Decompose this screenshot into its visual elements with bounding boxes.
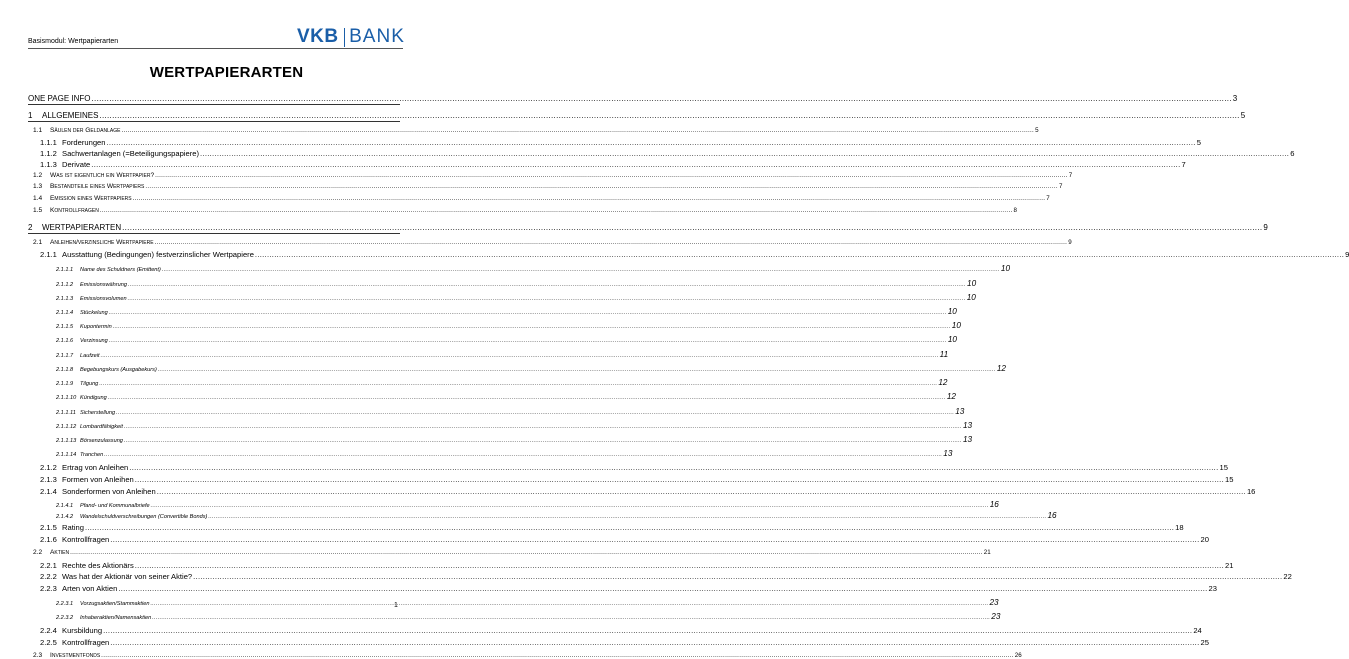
toc-entry-label	[28, 410, 115, 416]
toc-entry-label	[28, 438, 123, 444]
toc-leader-dots	[151, 503, 989, 509]
toc-entry-title: Inhaberaktien/Namensaktien	[80, 615, 152, 621]
toc-entry-label	[28, 239, 154, 246]
toc-entry[interactable]	[28, 264, 1011, 273]
toc-entry-number: 2.1.1.12	[56, 424, 77, 430]
toc-leader-dots	[122, 223, 1262, 232]
toc-entry[interactable]	[28, 407, 965, 416]
toc-entry-number: 2.2.4	[40, 626, 57, 635]
toc-entry-title: Emissionswährung	[80, 282, 127, 288]
toc-entry-label	[28, 652, 100, 659]
toc-leader-dots	[103, 626, 1192, 635]
toc-entry-title: Kontrollfragen	[50, 207, 99, 214]
toc-entry-page: 10	[967, 279, 977, 288]
toc-entry-label	[28, 638, 109, 647]
toc-entry-title: Was hat der Aktionär von seiner Aktie?	[62, 572, 193, 581]
toc-entry[interactable]	[28, 463, 1228, 472]
toc-entry-title: Sicherstellung	[80, 410, 116, 416]
toc-entry-title: Verzinsung	[80, 338, 108, 344]
toc-entry-number: 1.3	[33, 183, 43, 190]
toc-leader-dots	[152, 615, 990, 621]
toc-leader-dots	[150, 601, 988, 607]
toc-entry-label	[28, 94, 91, 103]
toc-leader-dots	[135, 561, 1224, 570]
toc-entry-title: Investmentfonds	[50, 652, 101, 659]
toc-entry-label	[28, 503, 150, 509]
toc-entry-title: Tilgung	[80, 381, 99, 387]
toc-entry-number: 2.1	[33, 239, 43, 246]
toc-entry-label	[28, 601, 149, 607]
chapter-underline	[28, 104, 400, 105]
toc-entry-page: 13	[962, 421, 973, 430]
toc-entry-title: Kontrollfragen	[62, 535, 110, 544]
toc-entry-page: 23	[991, 612, 1001, 621]
toc-entry-page: 8	[1013, 207, 1017, 214]
toc-entry-title: WERTPAPIERARTEN	[42, 223, 122, 232]
toc-entry[interactable]	[28, 293, 976, 302]
toc-entry-page: 10	[947, 307, 957, 316]
toc-entry-page: 6	[1290, 149, 1295, 158]
toc-entry-page: 24	[1193, 626, 1202, 635]
toc-entry-title: Tranchen	[80, 452, 104, 458]
toc-entry-page: 13	[962, 435, 973, 444]
toc-leader-dots	[133, 195, 1046, 202]
toc-entry-title: Anleihen/verzinsliche Wertpapiere	[50, 239, 154, 246]
toc-entry-number: 2.1.1.7	[56, 353, 74, 359]
toc-leader-dots	[155, 172, 1068, 179]
toc-entry-number: 2.1.1.6	[56, 338, 74, 344]
toc-entry[interactable]	[28, 500, 999, 509]
toc-leader-dots	[99, 381, 937, 387]
toc-entry-page: 26	[1014, 652, 1022, 659]
toc-leader-dots	[100, 207, 1013, 214]
toc-entry-page: 10	[947, 335, 957, 344]
logo-bank-text: BANK	[349, 26, 405, 47]
toc-leader-dots	[145, 183, 1058, 190]
toc-entry-label	[28, 572, 192, 581]
toc-entry-title: ALLGEMEINES	[42, 111, 99, 120]
toc-entry-label	[28, 381, 98, 387]
toc-entry[interactable]	[28, 584, 1217, 593]
toc-entry-number: 2.2.3	[40, 584, 57, 593]
toc-entry[interactable]	[28, 111, 1246, 120]
toc-entry-page: 23	[989, 598, 999, 607]
toc-leader-dots	[91, 160, 1180, 169]
toc-entry[interactable]	[28, 523, 1184, 532]
toc-entry-label	[28, 514, 207, 520]
toc-entry-title: Aktien	[50, 549, 70, 556]
toc-entry[interactable]	[28, 160, 1186, 169]
logo-vkb-text: VKB	[297, 26, 339, 47]
toc-leader-dots	[92, 94, 1232, 103]
toc-entry-label	[28, 127, 120, 134]
toc-entry[interactable]	[28, 172, 1073, 179]
toc-entry-page: 11	[939, 350, 949, 359]
toc-leader-dots	[110, 638, 1199, 647]
toc-entry-page: 12	[996, 364, 1006, 373]
toc-entry-page: 20	[1200, 535, 1209, 544]
toc-entry-title: Sonderformen von Anleihen	[62, 487, 156, 496]
toc-entry-label	[28, 338, 108, 344]
toc-leader-dots	[135, 475, 1224, 484]
toc-leader-dots	[162, 267, 1000, 273]
toc-entry-title: Bestandteile eines Wertpapiers	[50, 183, 145, 190]
toc-entry[interactable]	[28, 487, 1256, 496]
toc-entry-title: Ausstattung (Bedingungen) festverzinslicher Wertpapiere	[62, 250, 254, 259]
toc-leader-dots	[116, 410, 954, 416]
toc-entry-label	[28, 111, 98, 120]
toc-entry[interactable]	[28, 449, 953, 458]
toc-entry-page: 12	[938, 378, 948, 387]
toc-leader-dots	[108, 395, 946, 401]
toc-leader-dots	[208, 514, 1046, 520]
toc-entry-label	[28, 282, 127, 288]
toc-entry-label	[28, 561, 134, 570]
toc-entry-page: 5	[1240, 111, 1246, 120]
toc-entry-page: 7	[1046, 195, 1050, 202]
toc-entry[interactable]	[28, 149, 1295, 158]
toc-entry-number: 2.1.1.14	[56, 452, 77, 458]
toc-entry-label	[28, 324, 112, 330]
toc-entry[interactable]	[28, 321, 961, 330]
toc-entry-number: 2.1.1.13	[56, 438, 77, 444]
toc-entry-number: 1.2	[33, 172, 43, 179]
toc-leader-dots	[106, 138, 1195, 147]
toc-entry-page: 10	[951, 321, 961, 330]
toc-entry-page: 9	[1263, 223, 1268, 232]
toc-entry[interactable]	[28, 335, 957, 344]
toc-leader-dots	[101, 652, 1014, 659]
toc-entry-page: 3	[1232, 94, 1238, 103]
toc-entry-title: Laufzeit	[80, 353, 100, 359]
toc-entry-title: Stückelung	[80, 310, 108, 316]
toc-entry-title: Kündigung	[80, 395, 107, 401]
toc-entry-number: 1.1.2	[40, 149, 57, 158]
logo-divider	[344, 28, 346, 47]
toc-entry-label	[28, 296, 127, 302]
toc-leader-dots	[110, 535, 1199, 544]
toc-entry-label	[28, 395, 107, 401]
toc-entry-label	[28, 149, 199, 158]
toc-entry-page: 21	[983, 549, 991, 556]
toc-entry-number: 2.2.3.2	[56, 615, 74, 621]
toc-entry-title: ONE PAGE INFO	[28, 94, 91, 103]
toc-entry-page: 16	[1246, 487, 1256, 496]
toc-entry-title: Pfand- und Kommunalbriefe	[80, 503, 150, 509]
toc-entry-page: 15	[1224, 475, 1234, 484]
toc-leader-dots	[128, 282, 966, 288]
toc-entry[interactable]	[28, 421, 973, 430]
toc-entry[interactable]	[28, 350, 949, 359]
toc-entry-page: 5	[1035, 127, 1039, 134]
toc-entry[interactable]	[28, 94, 1238, 103]
toc-leader-dots	[157, 487, 1246, 496]
toc-entry-number: 2.1.4.2	[56, 514, 74, 520]
toc-entry[interactable]	[28, 250, 1349, 259]
toc-entry-page: 7	[1058, 183, 1063, 190]
toc-entry[interactable]	[28, 378, 948, 387]
running-header: Basismodul: Wertpapierarten	[28, 38, 119, 45]
toc-entry-number: 2.1.1.5	[56, 324, 74, 330]
toc-entry[interactable]	[28, 364, 1006, 373]
toc-entry-title: Begebungskurs (Ausgabekurs)	[80, 367, 157, 373]
toc-entry-title: Ertrag von Anleihen	[62, 463, 129, 472]
toc-entry-number: 2.2.5	[40, 638, 57, 647]
chapter-underline	[28, 121, 400, 122]
toc-entry[interactable]	[28, 223, 1268, 232]
toc-entry-number: 1.1	[33, 127, 43, 134]
chapter-underline	[28, 233, 400, 234]
toc-entry[interactable]	[28, 138, 1201, 147]
toc-entry-title: Kupontermin	[80, 324, 112, 330]
toc-leader-dots	[155, 239, 1068, 246]
toc-entry-title: Was ist eigentlich ein Wertpapier?	[50, 172, 155, 179]
toc-entry-number: 2.1.1.3	[56, 296, 74, 302]
toc-entry[interactable]	[28, 511, 1057, 520]
toc-entry-number: 2.1.5	[40, 523, 57, 532]
toc-leader-dots	[99, 111, 1239, 120]
toc-entry[interactable]	[28, 195, 1050, 202]
toc-entry-label	[28, 172, 154, 179]
toc-entry-label	[28, 367, 157, 373]
toc-entry-title: Emission eines Wertpapiers	[50, 195, 132, 202]
toc-entry-label	[28, 584, 117, 593]
toc-entry-number: 2.2	[33, 549, 43, 556]
toc-entry-number: 2.1.4.1	[56, 503, 74, 509]
toc-entry-page: 7	[1068, 172, 1073, 179]
toc-leader-dots	[109, 338, 947, 344]
toc-entry-page: 16	[1047, 511, 1057, 520]
toc-entry-number: 2.1.1.4	[56, 310, 74, 316]
toc-entry-page: 5	[1196, 138, 1201, 147]
toc-entry-number: 1.1.3	[40, 160, 57, 169]
toc-entry-number: 1.1.1	[40, 138, 57, 147]
toc-leader-dots	[104, 452, 942, 458]
toc-leader-dots	[158, 367, 996, 373]
toc-entry[interactable]	[28, 127, 1039, 134]
toc-entry-label	[28, 549, 69, 556]
toc-leader-dots	[70, 549, 983, 556]
toc-entry[interactable]	[28, 626, 1202, 635]
toc-leader-dots	[113, 324, 951, 330]
toc-entry-number: 2.1.1.10	[56, 395, 77, 401]
toc-entry-label	[28, 267, 161, 273]
toc-entry-number: 2.1.3	[40, 475, 57, 484]
toc-entry-number: 1	[28, 111, 33, 120]
toc-entry-title: Emissionsvolumen	[80, 296, 127, 302]
toc-entry-page: 16	[989, 500, 999, 509]
toc-entry-title: Forderungen	[62, 138, 106, 147]
toc-entry-number: 2.1.4	[40, 487, 57, 496]
toc-entry-page: 10	[966, 293, 976, 302]
toc-entry-label	[28, 463, 128, 472]
toc-entry-title: Formen von Anleihen	[62, 475, 134, 484]
toc-entry-label	[28, 195, 132, 202]
toc-leader-dots	[128, 296, 966, 302]
toc-entry-label	[28, 250, 254, 259]
toc-leader-dots	[129, 463, 1218, 472]
toc-entry-page: 25	[1200, 638, 1209, 647]
toc-entry-number: 2.1.1.11	[56, 410, 76, 416]
page-number: 1	[394, 602, 398, 609]
toc-entry-title: Vorzugsaktien/Stammaktien	[80, 601, 150, 607]
toc-entry[interactable]	[28, 392, 956, 401]
toc-entry-title: Lombardfähigkeit	[80, 424, 123, 430]
toc-entry-number: 1.4	[33, 195, 43, 202]
toc-entry-page: 9	[1068, 239, 1072, 246]
toc-leader-dots	[124, 424, 962, 430]
toc-entry-number: 2.2.2	[40, 572, 57, 581]
toc-entry-label	[28, 310, 108, 316]
toc-entry-number: 2.1.1.9	[56, 381, 74, 387]
toc-entry-number: 2.1.1.8	[56, 367, 74, 373]
toc-entry-label	[28, 183, 144, 190]
toc-entry[interactable]	[28, 535, 1209, 544]
toc-entry[interactable]	[28, 279, 977, 288]
toc-entry-number: 2.1.1	[40, 250, 57, 259]
toc-entry-page: 12	[946, 392, 956, 401]
toc-entry-number: 2.3	[33, 652, 43, 659]
toc-entry-label	[28, 626, 102, 635]
toc-leader-dots	[121, 127, 1034, 134]
toc-entry-page: 10	[1000, 264, 1011, 273]
toc-entry-page: 21	[1224, 561, 1234, 570]
toc-entry-title: Börsenzulassung	[80, 438, 123, 444]
toc-entry-label	[28, 523, 84, 532]
vkb-bank-logo	[297, 26, 405, 48]
toc-entry-title: Name des Schuldners (Emittent)	[80, 267, 161, 273]
toc-entry-label	[28, 207, 99, 214]
toc-entry-title: Rechte des Aktionärs	[62, 561, 134, 570]
toc-entry-number: 2.2.1	[40, 561, 57, 570]
toc-entry[interactable]	[28, 207, 1017, 214]
toc-entry-label	[28, 160, 90, 169]
toc-entry[interactable]	[28, 549, 991, 556]
toc-leader-dots	[200, 149, 1289, 158]
toc-entry-label	[28, 223, 121, 232]
document-title: WERTPAPIERARTEN	[149, 64, 304, 81]
toc-entry-title: Sachwertanlagen (=Beteiligungspapiere)	[62, 149, 199, 158]
toc-entry-page: 9	[1345, 250, 1349, 259]
toc-entry-title: Kontrollfragen	[62, 638, 110, 647]
toc-entry-page: 13	[943, 449, 953, 458]
toc-entry-page: 15	[1219, 463, 1228, 472]
toc-entry-title: Derivate	[62, 160, 91, 169]
toc-entry-title: Kursbildung	[62, 626, 103, 635]
toc-entry-number: 2.1.1.1	[56, 267, 74, 273]
toc-entry[interactable]	[28, 598, 999, 607]
toc-entry-number: 2.1.6	[40, 535, 57, 544]
toc-entry-number: 1.5	[33, 207, 43, 214]
toc-entry-label	[28, 475, 134, 484]
toc-entry-number: 2.1.1.2	[56, 282, 74, 288]
toc-entry[interactable]	[28, 652, 1022, 659]
toc-entry-label	[28, 353, 100, 359]
toc-entry-title: Arten von Aktien	[62, 584, 118, 593]
toc-entry-title: Rating	[62, 523, 84, 532]
toc-entry-number: 2	[28, 223, 33, 232]
toc-entry-page: 18	[1175, 523, 1184, 532]
toc-entry[interactable]	[28, 435, 973, 444]
toc-entry[interactable]	[28, 638, 1209, 647]
toc-entry[interactable]	[28, 572, 1292, 581]
toc-entry-label	[28, 138, 105, 147]
toc-entry[interactable]	[28, 561, 1234, 570]
toc-leader-dots	[101, 353, 939, 359]
toc-entry[interactable]	[28, 239, 1072, 246]
toc-entry-number: 2.2.3.1	[56, 601, 74, 607]
toc-leader-dots	[85, 523, 1174, 532]
toc-leader-dots	[124, 438, 962, 444]
toc-entry[interactable]	[28, 307, 957, 316]
toc-entry[interactable]	[28, 475, 1234, 484]
toc-entry-label	[28, 424, 123, 430]
toc-entry[interactable]	[28, 612, 1001, 621]
toc-entry-page: 23	[1208, 584, 1217, 593]
toc-entry-label	[28, 452, 103, 458]
toc-entry-title: Wandelschuldverschreibungen (Convertible Bonds)	[80, 514, 208, 520]
toc-leader-dots	[193, 572, 1282, 581]
toc-leader-dots	[118, 584, 1207, 593]
header-rule	[28, 48, 403, 49]
toc-entry-page: 22	[1283, 572, 1292, 581]
toc-entry-page: 13	[955, 407, 965, 416]
toc-entry-label	[28, 615, 151, 621]
toc-entry[interactable]	[28, 183, 1063, 190]
toc-leader-dots	[255, 250, 1344, 259]
toc-entry-label	[28, 535, 109, 544]
toc-entry-page: 7	[1181, 160, 1186, 169]
toc-entry-number: 2.1.2	[40, 463, 57, 472]
toc-entry-label	[28, 487, 156, 496]
toc-entry-title: Säulen der Geldanlage	[50, 127, 121, 134]
toc-leader-dots	[109, 310, 947, 316]
